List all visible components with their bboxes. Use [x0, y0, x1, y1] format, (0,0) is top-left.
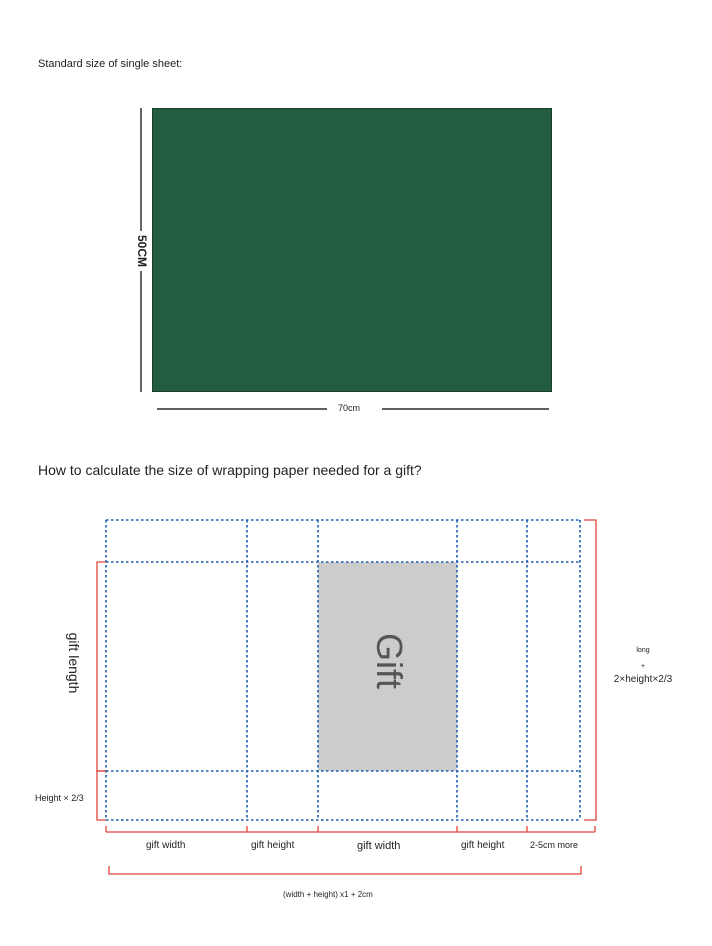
right-bracket — [584, 520, 596, 820]
right-label-plus: + — [640, 663, 646, 670]
right-label-long: long — [636, 647, 650, 654]
bottom-label-gift-height-1: gift height — [251, 840, 295, 851]
dotted-grid — [106, 520, 580, 820]
total-formula-label: (width + height) x1 + 2cm — [283, 890, 373, 899]
sheet-size-heading: Standard size of single sheet: — [38, 58, 183, 70]
red-brackets — [97, 520, 596, 874]
right-label — [606, 645, 680, 687]
height-fraction-label: Height × 2/3 — [35, 793, 84, 803]
gift-length-bracket — [97, 562, 106, 771]
bottom-label-gift-width-1: gift width — [146, 840, 186, 851]
gift-label: Gift — [369, 632, 410, 689]
right-label-formula: 2×height×2/3 — [613, 674, 673, 685]
bottom-label-extra: 2-5cm more — [530, 840, 579, 850]
sheet-width-label: 70cm — [338, 403, 361, 413]
sheet-height-label: 50CM — [135, 231, 149, 271]
gift-length-label: gift length — [66, 632, 82, 694]
calculation-heading: How to calculate the size of wrapping paper needed for a gift? — [38, 462, 422, 478]
total-bracket — [109, 866, 581, 874]
bottom-label-gift-height-2: gift height — [461, 840, 505, 851]
height-fraction-bracket — [97, 771, 106, 820]
bottom-label-gift-width-2: gift width — [357, 840, 401, 852]
